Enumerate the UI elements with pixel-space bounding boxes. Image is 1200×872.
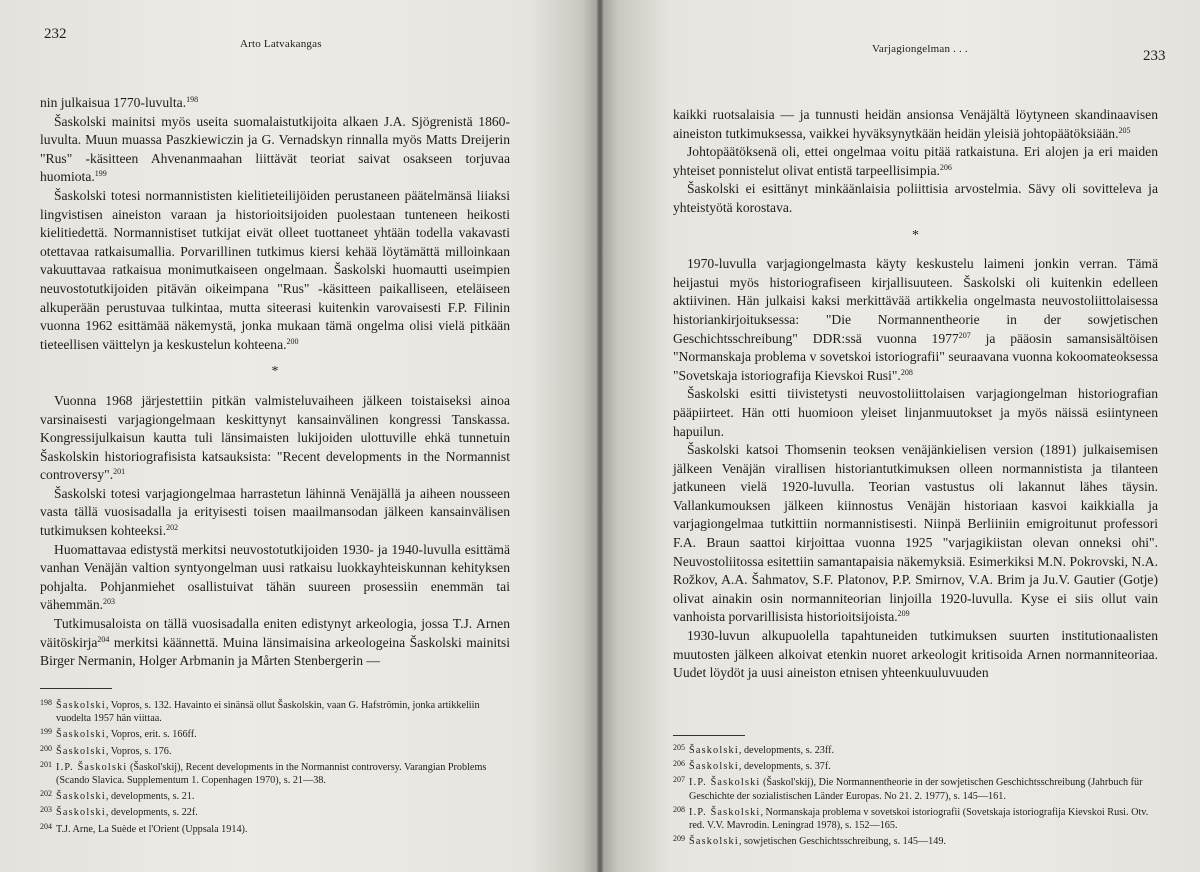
footnotes [673,741,1158,848]
paragraph-text: 1930-luvun alkupuolella tapahtuneiden tutkimuksen suurten institutionaalisten muutosten jälkeen alkoivat etenkin nuoret arkeologit kritisoida Arnen normanniteoriaa. Uudet löydöt ja uusi aineiston etnisen yhteenkuuluvuuden [673,628,1158,681]
body-text [40,94,510,671]
footnote-rule [40,688,112,689]
section-separator: * [912,227,919,243]
footnote-number: 200 [40,743,52,753]
footnote [673,741,1158,757]
footnote [673,832,1158,848]
footnote-number: 206 [673,759,685,769]
footnotes [40,696,510,836]
footnote-text: , Vopros, erit. s. 166ff. [105,729,197,741]
footnote [673,803,1158,832]
footnote-number: 208 [673,804,685,814]
footnote-text: , Vopros, s. 176. [105,745,172,757]
running-head: Arto Latvakangas [240,38,322,50]
footnote-author: Šaskolski [689,836,739,848]
footnote-text: , developments, s. 22f. [105,807,198,819]
footnote-number: 198 [40,698,52,707]
paragraph [673,627,1158,683]
footnote-ref: 203 [103,597,116,607]
paragraph [40,113,510,187]
footnote-author: Šaskolski [56,745,106,757]
footnote-ref: 209 [897,609,910,619]
paragraph-text: Johtopäätöksenä oli, ettei ongelmaa voitu pitää ratkaistuna. Eri alojen ja eri maiden yhteiset ponnistelut olivat entistä tarpeellisimpia. [673,144,1158,178]
footnote [40,787,510,803]
footnote-text: , developments, s. 21. [105,791,195,803]
footnote-number: 199 [40,727,52,737]
paragraph [40,615,510,671]
footnote [673,773,1158,802]
paragraph [673,441,1158,627]
paragraph [40,485,510,541]
footnote-number: 202 [40,789,52,799]
footnote [40,758,510,787]
footnote-number: 205 [673,743,685,752]
running-head: Varjagiongelman . . . [872,43,968,55]
paragraph-text: kaikki ruotsalaisia — ja tunnusti heidän ansionsa Venäjältä löytyneen skandinaavisen aineiston tutkimuksessa, vaikkei hyväksynytkään heidän yleisiä johtopäätöksiään. [673,107,1158,141]
page-number: 233 [1143,48,1166,64]
footnote-ref: 201 [113,467,126,477]
footnote-text: , Vopros, s. 132. Havainto ei sinänsä ollut Šaskolskin, vaan G. Hafströmin, jonka artikkeliin vuodelta 1957 hän viittaa. [56,700,480,725]
footnote-text: , developments, s. 37f. [738,761,831,773]
footnote-ref: 206 [939,162,952,172]
book-gutter [597,0,603,872]
footnote [40,820,510,836]
footnote-author: Šaskolski [689,761,739,773]
paragraph [673,180,1158,217]
footnote-ref: 204 [97,634,110,644]
footnote-author: Šaskolski [56,729,106,741]
paragraph [40,187,510,354]
paragraph-text: Vuonna 1968 järjestettiin pitkän valmisteluvaiheen jälkeen toistaiseksi ainoa varsinaisesti varjagiongelmaan keskittynyt kansainvälinen kongressi Tanskassa. Kongressijulkaisun kautta tuli länsimaisten lukijoiden ulottuville ehkä tunnetuin Šaskolskin historiografisista katsauksista: "Recent developments in the Normannist controversy". [40,392,510,483]
paragraph-text: Tutkimusaloista on tällä vuosisadalla eniten edistynyt arkeologia, jossa T.J. Arnen väitöskirja [40,616,510,650]
footnote-author: Šaskolski [689,745,739,756]
footnote-author: Šaskolski [56,700,106,711]
footnote-text: , developments, s. 23ff. [738,745,835,756]
paragraph [673,385,1158,441]
paragraph-text: nin julkaisua 1770-luvulta. [40,95,187,110]
section-separator: * [271,364,279,380]
paragraph-text: Huomattavaa edistystä merkitsi neuvostotutkijoiden 1930- ja 1940-luvulla esittämä vanhan Venäjän valtion syntyongelman uusi ratkaisu luokkayhteiskunnan kehityksen pohjalta. Pohjanmiehet osallistuivat tähän suureen prosessiin enemmän tai vähemmän. [40,541,510,613]
paragraph-text: Šaskolski totesi normannististen kielitieteilijöiden perustaneen päätelmänsä liiaksi lingvistisen aineiston varaan ja historioitsijoiden puolestaan tunteneen heikosti kielitiedettä. Normannistiset tutkijat eivät olleet tuottaneet yhtään todella vakavasti otettavaa ratkaisumallia. Porvarillinen tutkimus kiersi kehää löytämättä milloinkaan vakuuttavaa ratkaisua monimutkaiseen ongelmaan. Šaskolski huomautti useimpien neuvostotutkijoiden pitävän oikeimpana "Rus" -käsitteen paikalliseen, eteläiseen alkuperään perustuvaa tulkintaa, mutta siteerasi kuitenkin varovaisesti F.P. Filinin vuonna 1962 esittämää näkemystä, jonka mukaan tämä ongelma olisi vielä pitkään tieteellisen väittelyn ja keskustelun kohteena. [40,187,510,352]
paragraph-text: Šaskolski mainitsi myös useita suomalaistutkijoita alkaen J.A. Sjögrenistä 1860-luvulta. Muun muassa Paszkiewiczin ja G. Vernadskyn rinnalla myös Matts Dreijerin "Rus" -käsitteen Ahvenanmaahan liittävät teoriat saivat osakseen torjuvaa huomiota. [40,113,510,185]
footnote [40,725,510,741]
footnote-text: , Normanskaja problema v sovetskoi istoriografii (Sovetskaja istoriografija Kievskoi Rusi. Otv. red. V.V. Mavrodin. Leningrad 1978), s. 152—165. [689,806,1149,832]
footnote-ref: 207 [958,330,971,340]
footnote-ref: 200 [286,336,299,346]
footnote-author: I.P. Šaskolski [689,806,761,818]
footnote-ref: 199 [94,169,107,179]
paragraph [40,541,510,615]
footnote [40,742,510,758]
footnote-author: Šaskolski [56,791,106,803]
paragraph-text: Šaskolski katsoi Thomsenin teoksen venäjänkielisen version (1891) julkaisemisen jälkeen Venäjän virallisen historiantutkimuksen olleen normannistista ja tilanteen jatkuneen vielä 1920-luvulla. Teorian vastustus oli lakannut lähes täysin. Vallankumouksen jälkeen kiinnostus Venäjän historiaan kasvoi kaikkialla ja varjagiongelmaa tutkittiin normannistisesti. Niinpä Berliiniin emigroitunut professori F.A. Braun saattoi kirjoittaa vuonna 1925 "varjagikiistan olevan onneksi ohi". Neuvostoliitossa esitettiin samantapaisia näkemyksiä. Esimerkiksi M.N. Pokrovski, N.A. Rožkov, A.A. Šahmatov, S.F. Platonov, P.P. Smirnov, V.A. Brim ja Ju.V. Gautier (Gotje) olivat ainakin osin normannitеorian linjoilla 1920-luvulla. Kyse ei siis ollut vain vanhoista porvarillisista historioitsijoista. [673,442,1158,625]
footnote-rule [673,735,745,736]
footnote-text: T.J. Arne, La Suède et l'Orient (Uppsala 1914). [56,823,248,835]
footnote-number: 201 [40,759,52,769]
paragraph [673,143,1158,180]
footnote-ref: 198 [186,95,199,104]
paragraph [40,94,510,113]
right-page [600,0,1200,872]
paragraph-text: Šaskolski totesi varjagiongelmaa harrastetun lähinnä Venäjällä ja aiheen nousseen vasta tällä vuosisadalla ja erityisesti toisen maailmansodan jälkeen kansainvälisen tutkimuksen kohteeksi. [40,485,510,539]
paragraph-text: Šaskolski ei esittänyt minkäänlaisia poliittisia arvostelmia. Sävy oli sovittelеva ja yhteistyötä korostava. [673,181,1158,215]
footnote-author: I.P. Šaskolski [56,761,128,773]
paragraph [40,392,510,485]
paragraph-text: Šaskolski esitti tiivistetysti neuvostoliittolaisen varjagiongelman historiografian pääpiirteet. Hän otti huomioon yleiset linjanmuutokset ja myös näissä esiintyneen hapuilun. [673,386,1158,439]
footnote-number: 207 [673,775,685,785]
footnote [673,757,1158,773]
paragraph [673,106,1158,143]
paragraph-text: merkitsi käännettä. Muina länsimaisina arkeologeina Šaskolski mainitsi Birger Nermanin, Holger Arbmanin ja Mårten Stenbergerin — [40,634,510,669]
footnote-ref: 208 [900,367,913,377]
footnote-number: 209 [673,834,685,844]
page-number: 232 [44,26,67,42]
footnote-author: Šaskolski [56,807,106,819]
paragraph-text: 1970-luvulla varjagiongelmasta käyty keskustelu laimeni jonkin verran. Tämä heijastui myös historiografiseen kirjallisuuteen. Šaskolski oli kuitenkin edelleen aktiivinen. Hän julkaisi kaksi merkittävää artikkelia ongelmasta neuvostoliittolaisessa historiankirjoituksessa: "Die Normannentheorie in der sowjetischen Geschichtsschreibung" DDR:ssä vuonna 1977 [673,256,1158,346]
footnote-ref: 202 [166,523,179,533]
paragraph-text: ja pääosin samansisältöisen "Normanskaja problema v sovetskoi istoriografii" seuraavana vuonna kokoomateoksessa "Sovetskaja istoriografija Kievskoi Rusi". [673,330,1158,383]
footnote-number: 203 [40,805,52,815]
footnote-ref: 205 [1118,125,1131,135]
body-text [673,106,1158,683]
footnote-text: (Šaskol'skij), Recent developments in the Normannist controversy. Varangian Problems (Scando Slavica. Supplementum 1. Copenhagen 1970), s. 21—38. [56,761,487,787]
footnote [40,803,510,819]
footnote-number: 204 [40,821,52,831]
footnote-author: I.P. Šaskolski [689,777,761,789]
footnote [40,696,510,725]
footnote-text: (Šaskol'skij), Die Normannentheorie in der sowjetischen Geschichtsschreibung (Jahrbuch für Geschichte der sozialistischen Länder Europas. No 21. 2. 1977), s. 145—161. [689,777,1143,802]
paragraph [673,255,1158,385]
footnote-text: , sowjetischen Geschichtsschreibung, s. 145—149. [738,836,946,848]
